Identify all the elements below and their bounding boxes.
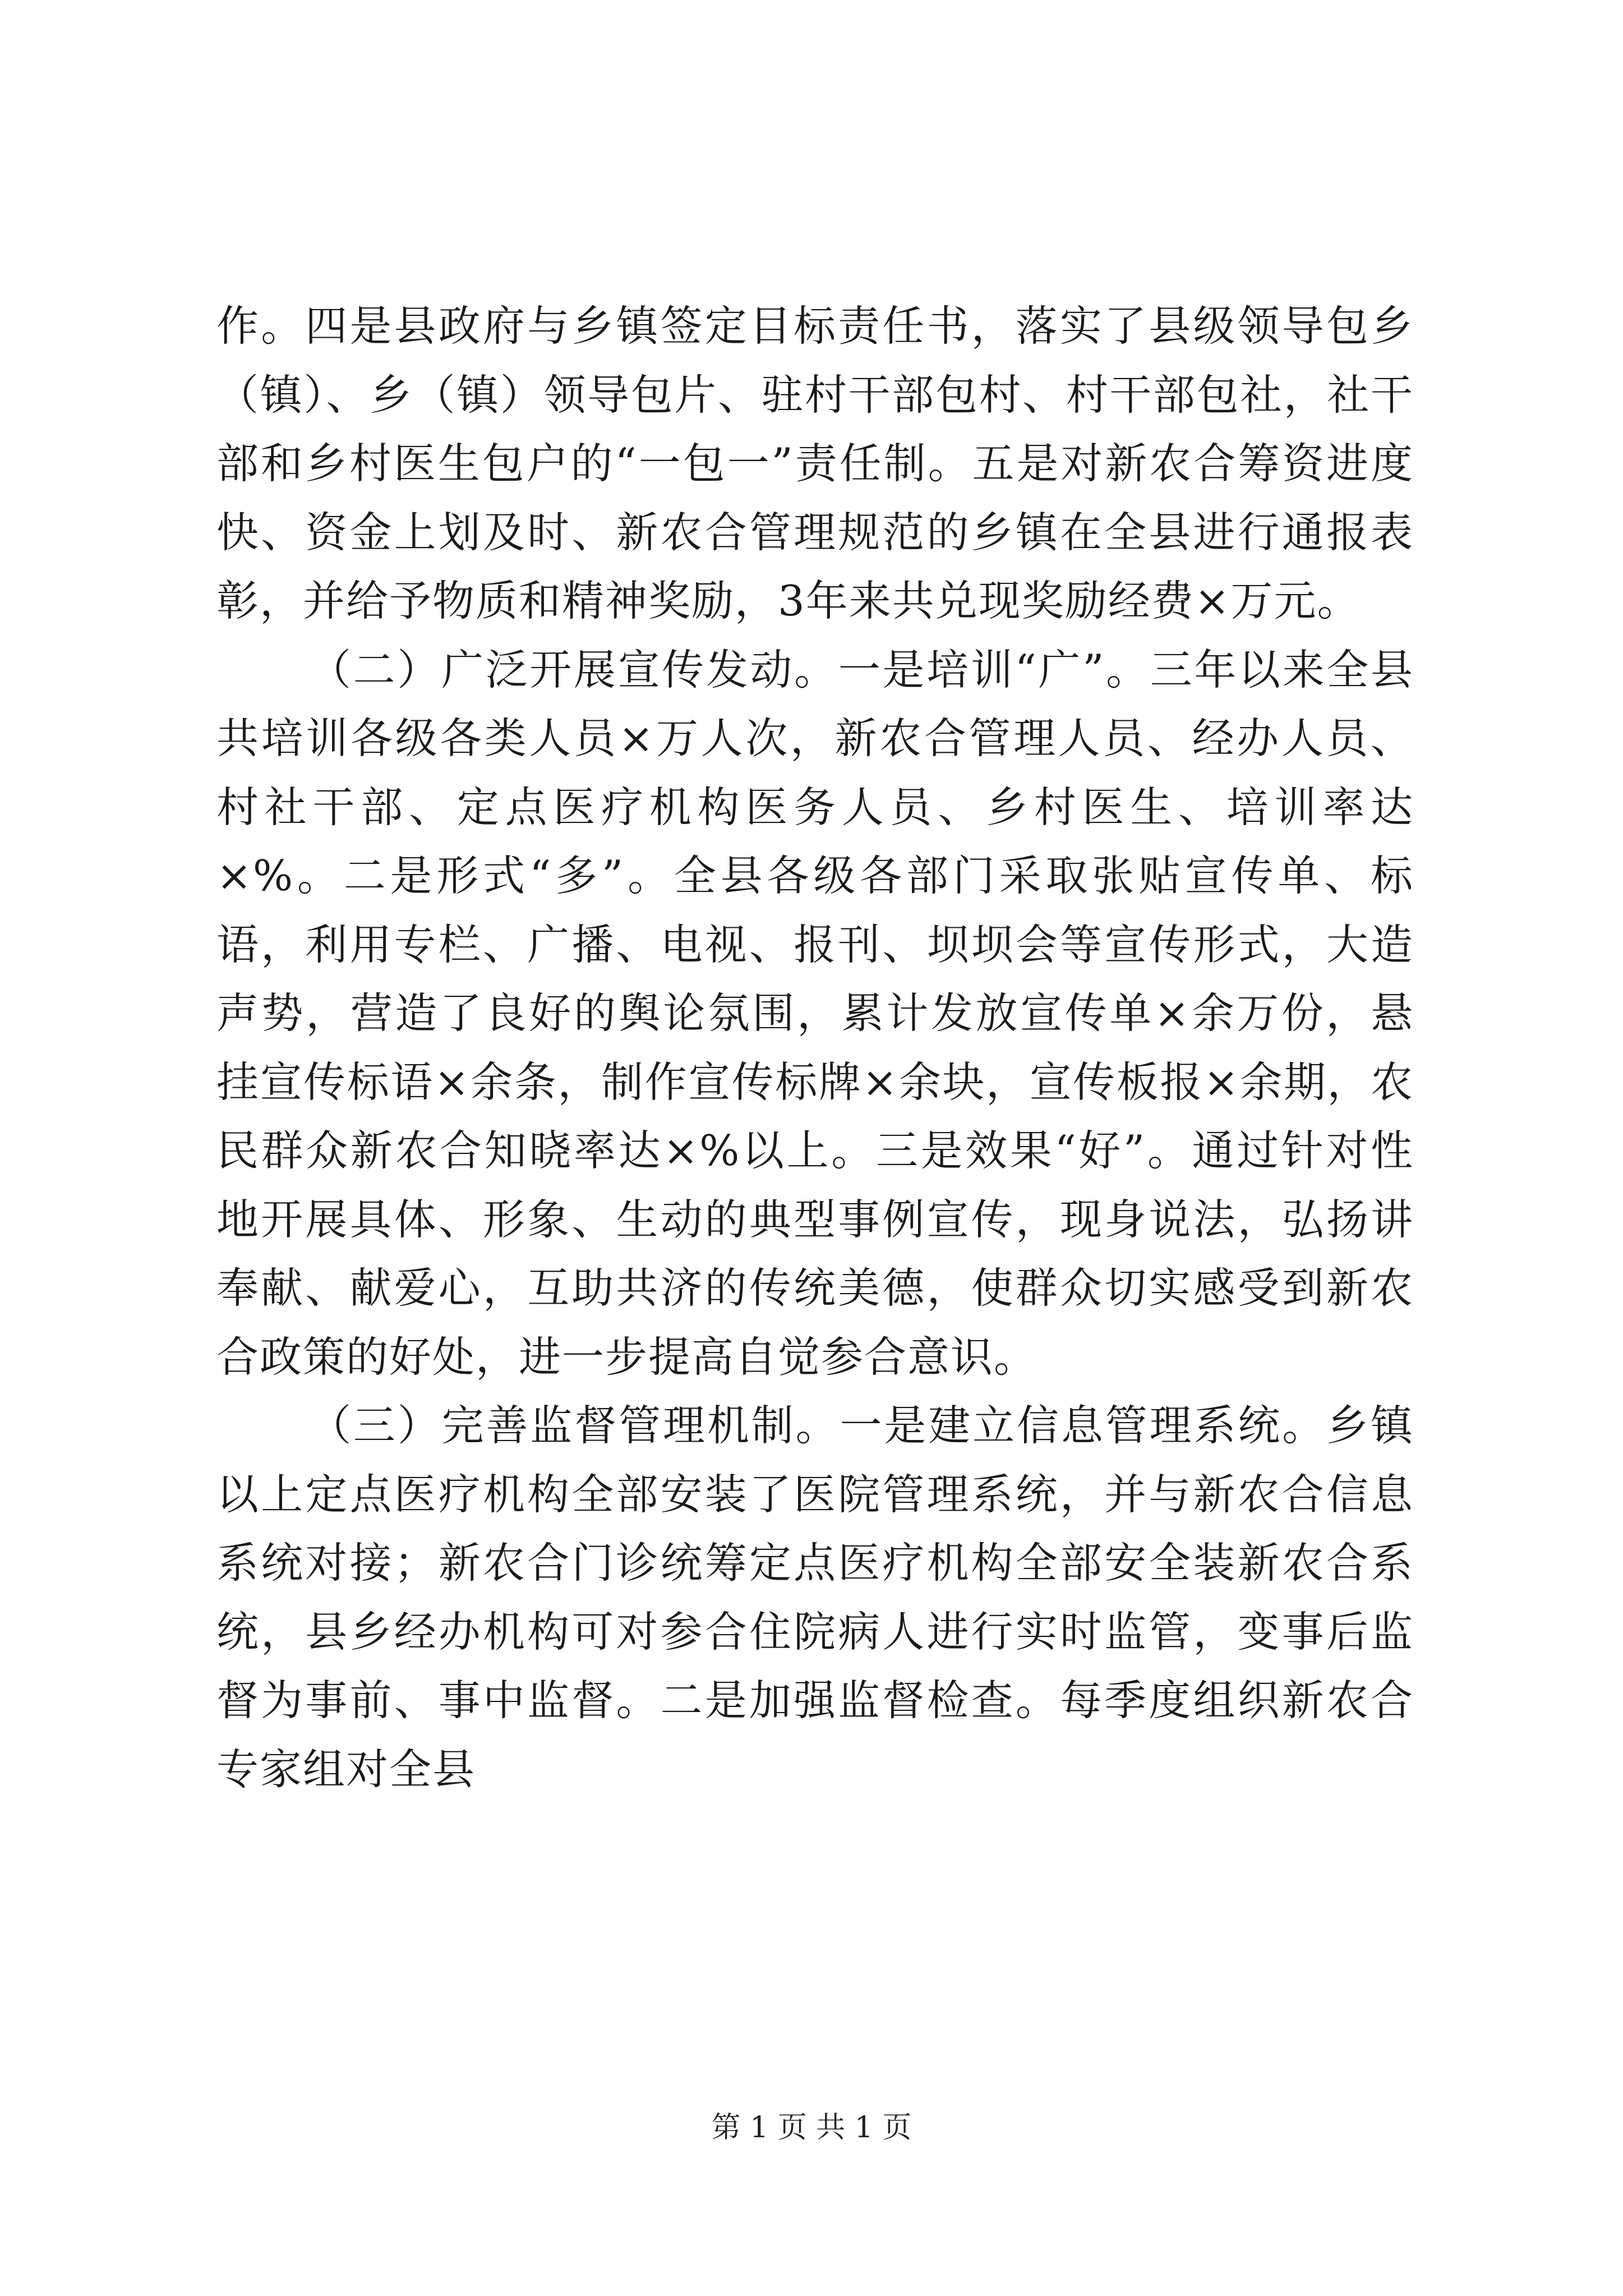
paragraph-2: （二）广泛开展宣传发动。一是培训“广”。三年以来全县共培训各级各类人员×万人次，新农合管理人员、经办人员、村社干部、定点医疗机构医务人员、乡村医生、培训率达×%。二是形式“多”。全县各级各部门采取张贴宣传单、标语，利用专栏、广播、电视、报刊、坝坝会等宣传形式，大造声势，营造了良好的舆论氛围，累计发放宣传单×余万份，悬挂宣传标语×余条，制作宣传标牌×余块，宣传板报×余期，农民群众新农合知晓率达×%以上。三是效果“好”。通过针对性地开展具体、形象、生动的典型事例宣传，现身说法，弘扬讲奉献、献爱心，互助共济的传统美德，使群众切实感受到新农合政策的好处，进一步提高自觉参合意识。 xyxy=(216,645,1414,1382)
paragraph-3: （三）完善监督管理机制。一是建立信息管理系统。乡镇以上定点医疗机构全部安装了医院管理系统，并与新农合信息系统对接；新农合门诊统筹定点医疗机构全部安全装新农合系统，县乡经办机构可对参合住院病人进行实时监管，变事后监督为事前、事中监督。二是加强监督检查。每季度组织新农合专家组对全县 xyxy=(216,1401,1414,1794)
paragraph-1: 作。四是县政府与乡镇签定目标责任书，落实了县级领导包乡（镇）、乡（镇）领导包片、驻村干部包村、村干部包社，社干部和乡村医生包户的“一包一”责任制。五是对新农合筹资进度快、资金上划及时、新农合管理规范的乡镇在全县进行通报表彰，并给予物质和精神奖励，3年来共兑现奖励经费×万元。 xyxy=(216,301,1414,625)
page-footer: 第 1 页 共 1 页 xyxy=(711,2111,912,2145)
document-body xyxy=(216,292,1414,1803)
